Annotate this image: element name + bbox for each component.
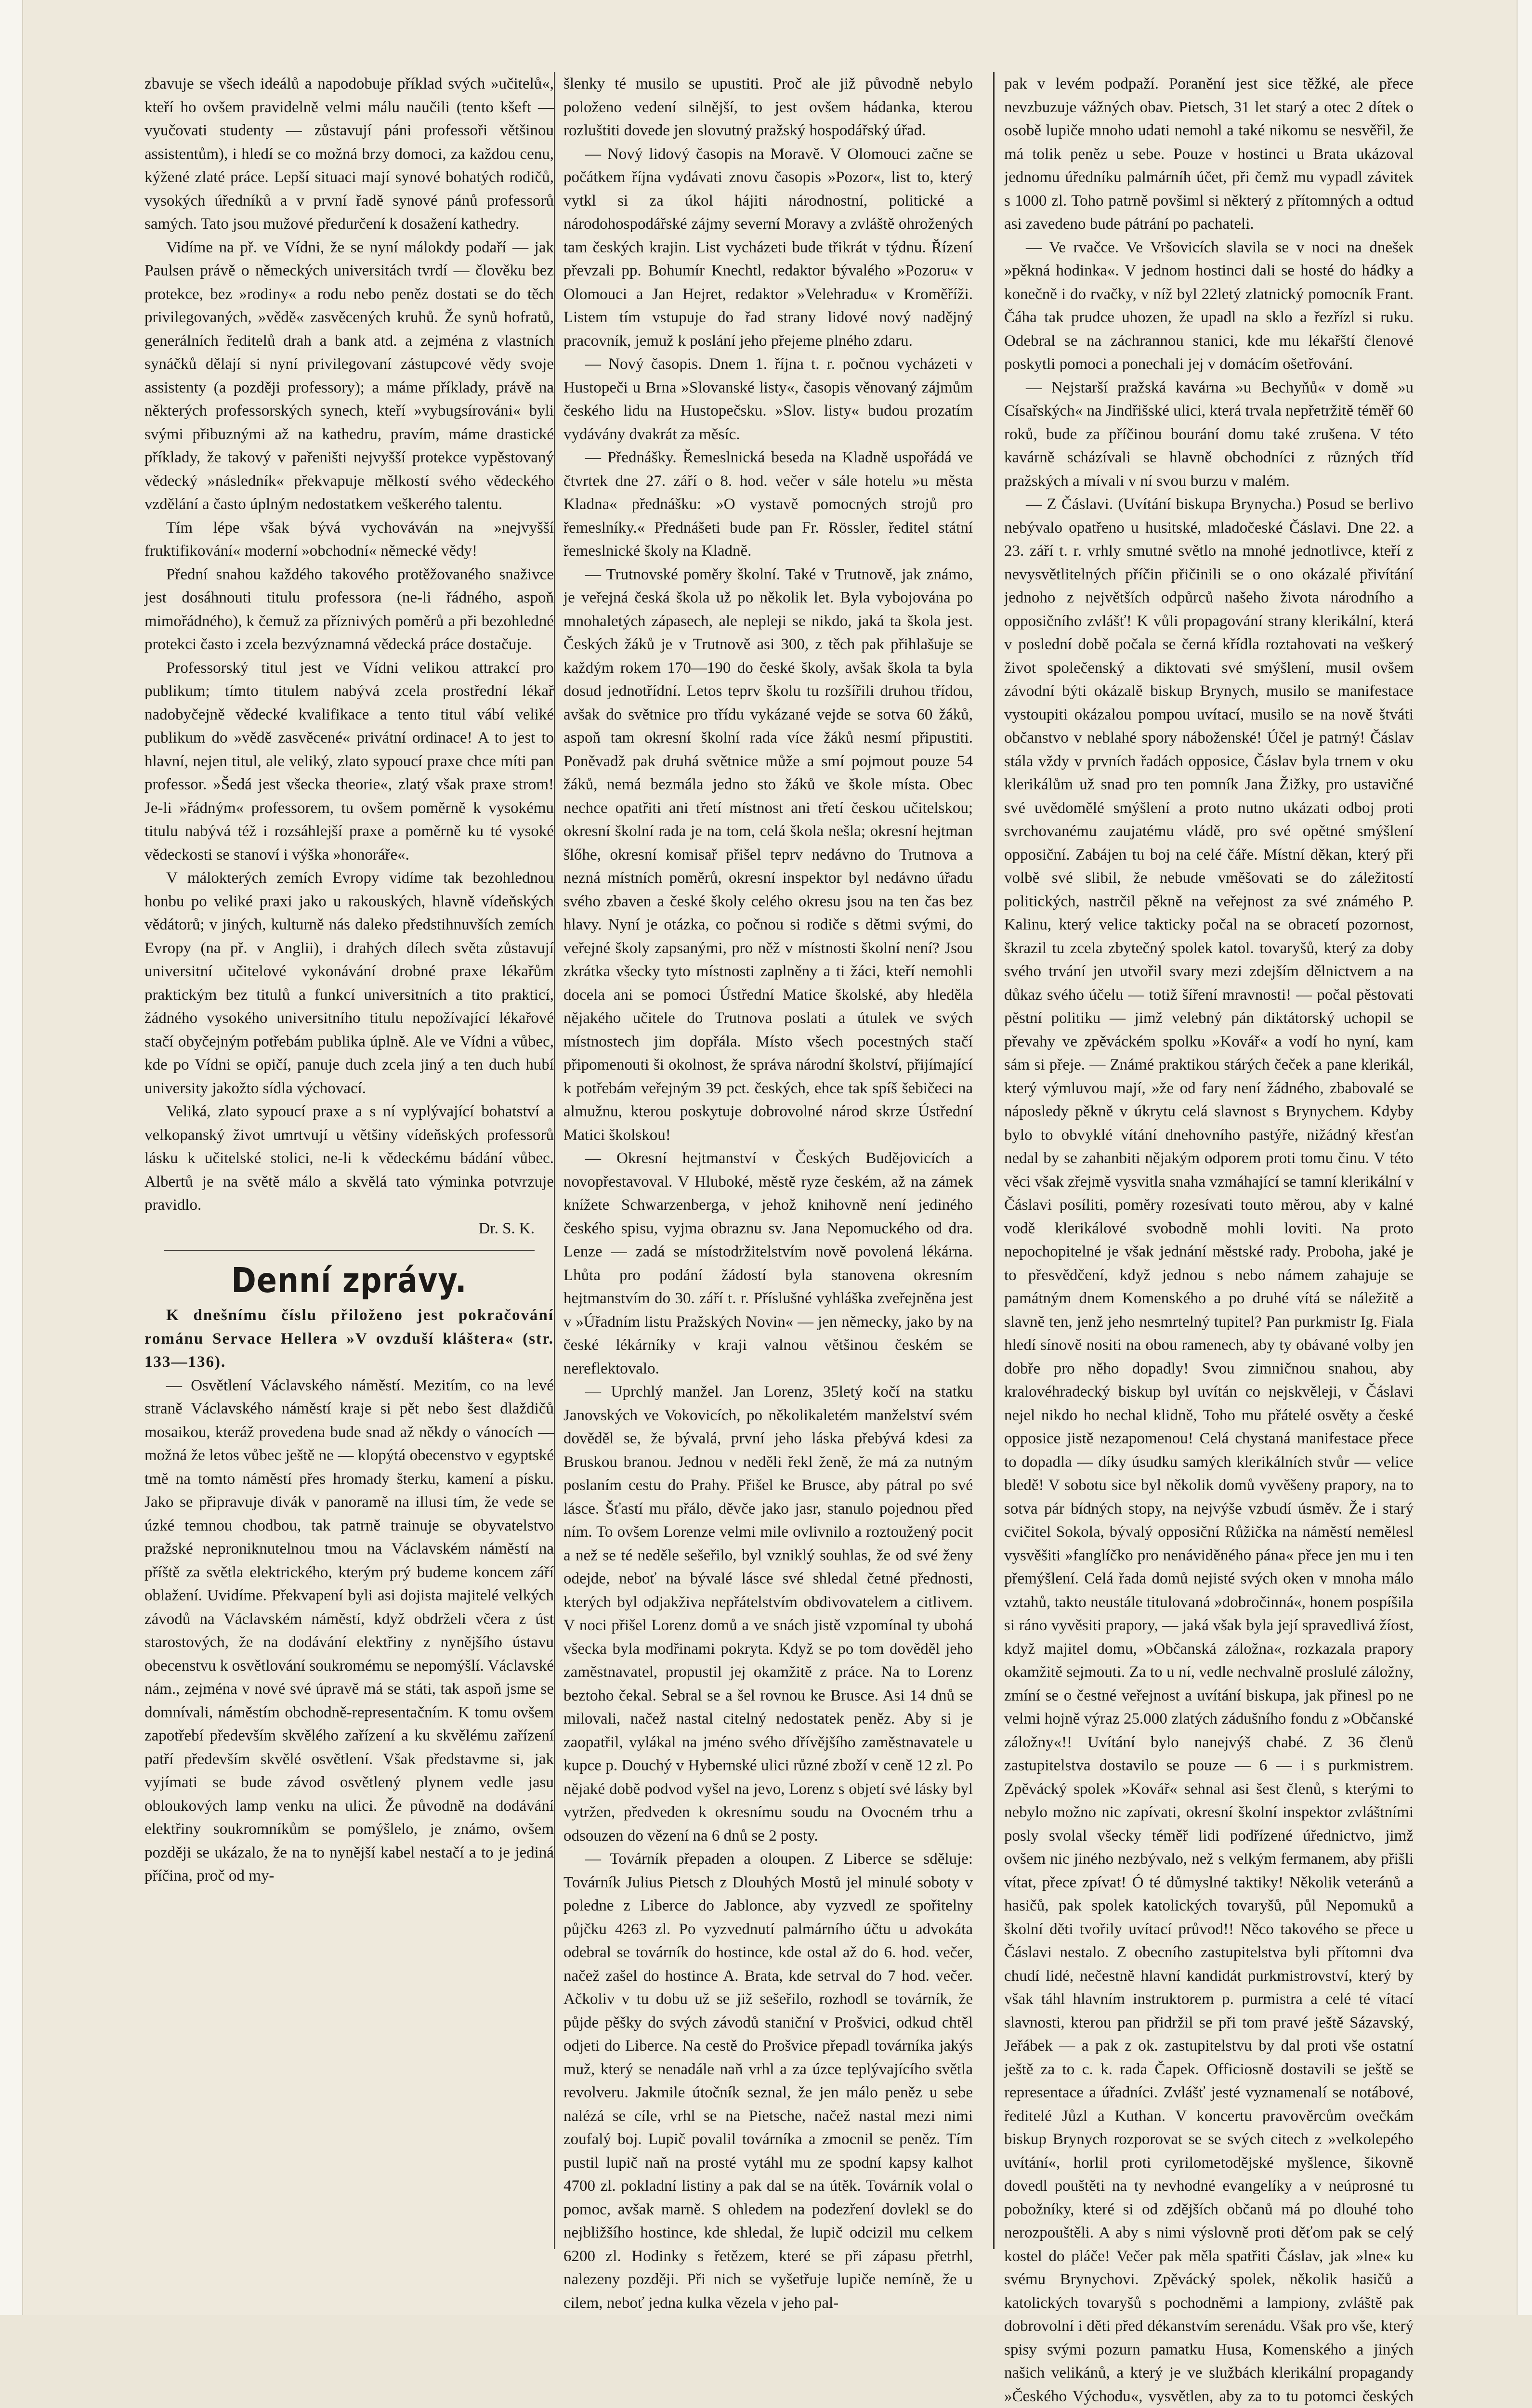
news-item: K dnešnímu číslu přiloženo jest pokračování románu Servace Hellera »V ovzduší kláštera« (str. 133—136). — [144, 1307, 554, 1371]
news-item: — Osvětlení Václavského náměstí. Mezitím, co na levé straně Václavského náměstí kraje si pět nebo šest dlaždičů mosaikou, kteráž provedena bude snad až někdy o vánocích — možná že letos vůbec ještě ne — klopýtá obecenstvo v egyptské tmě na tomto náměstí přes hromady šterku, kamení a písku. Jako se připravuje divák v panoramě na illusi tím, že vede se úzké temnou chodbou, tak patrně trainuje se obyvatelstvo pražské neproniknutelnou tmou na Václavském náměstí na příště za světla elektrického, kterým prý budeme koncem září oblažení. Uvidíme. Překvapení byli asi dojista majitelé velkých závodů na Václavském náměstí, když obdrželi včera z úst starostových, že na dodávání elektřiny z nynějšího ústavu obecenstvu k osvětlování soukromému se nepomýšlí. Václavské nám., zejména v nové své úpravě má se státi, tak aspoň jsme se domnívali, náměstím obchodně-representačním. K tomu ovšem zapotřebí především skvělého zařízení a ku skvělému zařízení patří především skvělé osvětlení. Však představme si, jak vyjímati se bude závod osvětlený plynem vedle jasu obloukových lamp venku na ulici. Že původně na dodávání elektřiny soukromníkům se pomýšlelo, je známo, ovšem později se ukázalo, že na to nynější kabel nestačí a to je jediná příčina, proč od my- — [144, 1376, 554, 1885]
article-paragraph: V málokterých zemích Evropy vidíme tak bezohlednou honbu po veliké praxi jako u rakouských, hlavně vídeňských vědátorů; v jiných, kulturně nás daleko předstihnuvších zemích Evropy (na př. v Anglii), i drahých dílech světa zůstavují universitní učitelové vykonávání drobné praxe lékařům praktickým bez titulů a funkcí universitních a tito prakticí, žádného vysokého universitního titulu nepožívající lékařové stačí obyčejným potřebám publika úplně. Ale ve Vídni a vůbec, kde po Vídni se opičí, panuje duch zcela jiný a ten duch hubí university jakožto sídla výchovací. — [144, 869, 554, 1097]
news-item: — Trutnovské poměry školní. Také v Trutnově, jak známo, je veřejná česká škola už po několik let. Byla vybojována po mnohaletých zápasech, ale nepleji se nikdo, jaká ta škola jest. Českých žáků je v Trutnově asi 300, z těch pak přihlašuje se každým rokem 170—190 do české školy, avšak škola ta byla dosud jednotřídní. Letos teprv školu tu rozšířili druhou třídou, avšak do světnice pro třídu vykázané vejde se sotva 60 žáků, aspoň tam okresní školní rada více žáků nesmí připustiti. Poněvadž pak druhá světnice může a smí pojmout pouze 54 žáků, nemá bezmála jedno sto žáků ve škole místa. Obec nechce opatřiti ani třetí místnost ani třetí českou učitelskou; okresní školní rada je na tom, celá škola nešla; okresní hejtman šlőhe, okresní komisař přišel teprv nedávno do Trutnova a nezná místních poměrů, okresní inspektor byl nedávno úřadu svého zbaven a české školy celého okresu jsou na ten čas bez hlavy. Nyní je otázka, co počnou si rodiče s dětmi svými, do veřejné školy zapsanými, pro něž v místnosti školní není? Jsou zkrátka všecky tyto místnosti zaplněny a ti žáci, kteří nemohli docela ani se pomoci Ústřední Matice školské, aby hleděla nějakého učitele do Trutnova poslati a útulek ve svých místnostech jim dopřála. Místo všech pocestných stačí připomenouti ši okolnost, že správa národní školství, přijímající k potřebám veřejným 39 pct. českých, ehce tak spíš šebičeci na almužnu, kterou poskytuje dobrovolné národ skrze Ústřední Matici školskou! — [563, 565, 973, 1144]
article-paragraph: pak v levém podpaží. Poranění jest sice těžké, ale přece nevzbuzuje vážných obav. Pietsch, 31 let starý a otec 2 dítek o osobě lupiče mnoho udati nemohl a také nikomu se nesvěřil, že má tolik peněz u sebe. Pouze v hostinci u Brata ukázoval jednomu úředníku palmárníh účet, při čemž mu vypadl závitek s 1000 zl. Toho patrně povšiml si některý z přítomných a odtud asi zavedeno bude pátrání po pachateli. — [1004, 75, 1414, 233]
news-item: — Okresní hejtmanství v Českých Budějovicích a novopřestavoval. V Hluboké, městě ryze českém, až na zámek knížete Schwarzenberga, v jehož knihovně není jediného českého spisu, vyjma obraznu sv. Jana Nepomuckého od dra. Lenze — zadá se místodržitelstvím nově povolená lékárna. Lhůta pro podání žádostí byla stanovena okresním hejtmanstvím do 30. září t. r. Příslušné vyhláška zveřejněna jest v »Úřadním listu Pražských Novin« — jen německy, jako by na české lékárníky v kraji valnou většinou českém se nereflektovalo. — [563, 1150, 973, 1377]
news-item: — Uprchlý manžel. Jan Lorenz, 35letý kočí na statku Janovských ve Vokovicích, po několikaletém manželství svém dověděl se, že bývalá, první jeho láska přebývá kdesi za Bruskou branou. Jednou v neděli řekl ženě, že má za nutným poslaním cestu do Prahy. Přišel ke Brusce, aby pátral po své lásce. Šťastí mu přálo, děvče jako jasr, stanulo pojednou před ním. To ovšem Lorenze velmi mile ovlivnilo a roztoužený pocit a než se té neděle sešeřilo, byl vzniklý souhlas, že od své ženy odejde, neboť na bývalé lásce své shledal četné přednosti, kterých byl odjakživa nepřátelstvím obdivovatelem a citlivem. V noci přišel Lorenz domů a ve snách jistě vzpomínal ty ubohá všecka byla modřinami pokryta. Když se po tom dověděl jeho zaměstnavatel, propustil jej okamžitě z práce. Na to Lorenz beztoho čekal. Sebral se a šel rovnou ke Brusce. Asi 14 dnů se milovali, načež nastal citelný nedostatek peněz. Aby si je zaopatřil, vylákal na jméno svého dřívějšího zaměstnavatele u kupce p. Douchý v Hybernské ulici různé zboží v ceně 12 zl. Po nějaké době podvod vyšel na jevo, Lorenz s objetí své lásky byl vytržen, předveden k okresnímu soudu na Ovocném trhu a odsouzen do vězení na 6 dnů se 2 posty. — [563, 1383, 973, 1845]
news-item: — Nový časopis. Dnem 1. října t. r. počnou vycházeti v Hustopeči u Brna »Slovanské listy«, časopis věnovaný zájmům českého lidu na Hustopečsku. »Slov. listy« budou prozatím vydávány dvakrát za měsíc. — [563, 355, 973, 443]
news-item: — Z Čáslavi. (Uvítání biskupa Brynycha.) Posud se berlivo nebývalo opatřeno u husitské, mladočeské Čáslavi. Dne 22. a 23. září t. r. vrhly smutné světlo na mnohé jednotlivce, kteří z nevysvětlitelných příčin přičinili se o ono okázalé přivítání jednoho z největších odpůrců našeho života národního a opposičního zvlášť! K vůli propagování strany klerikální, která v poslední době počala se černá křídla roztahovati na veškerý život společenský a diktovati své smýšlení, musil ovšem závodní býti okázalě biskup Brynych, musilo se manifestace vystoupiti okázalou pompou uvítací, musilo se na nově štváti občanstvo v neblahé spory náboženské! Účel je patrný! Čáslav stála vždy v prvních řadách opposice, Čáslav byla trnem v oku klerikálům už snad pro ten pomník Jana Žižky, pro ustavičné své uvědomělé smýšlení a proto nutno ukázati odboj proti svrchovanému zaujatému vládě, pro své opětné smýšlení opposiční. Zabájen tu boj na celé čáře. Místní děkan, který při volbě své slibil, že nebude vměšovati se do záležitostí politických, nastrčil pěkně na veřejnost za své známého P. Kalinu, který velice takticky počal na se obracetí pozornost, škrazil tu zcela zbytečný spolek katol. tovaryšů, který za doby svého trvání jen utvořil svary mezi zdejším dělnictvem a na důkaz svého účelu — totiž šíření mravnosti! — počal pěstovati pěstní politiku — jimž velebný pán diktátorský uchopil se převahy ve zpěváckém spolku »Kovář« a vodí ho nyní, kam sám si přeje. — Známé praktikou stárých čeček a pane klerikál, který výmluvou mají, »že od fary není žádného, zbabovalé se náposledy pěkně v úkrytu celá slavnost s Brynychem. Kdyby bylo to obvyklé vítání dnehovního pastýře, nižádný křesťan nedal by se zahanbiti nějakým odporem proti tomu činu. V této věci však zřejmě vysvitla snaha vzmáhající se tamní klerikální v Čáslavi posíliti, poměry rozesívati touto měrou, aby v kalné vodě klerikálové svobodně mohli loviti. Na proto nepochopitelné je však jednání městské rady. Proboha, jaké je to přesvědčení, když jednou s nebo námem zahajuje se památným dnem Komenského a po druhé vítá se náležitě a slavně ten, jenž jeho nesmrtelný tupitel? Pan purkmistr Ig. Fiala hledí sínově nositi na obou ramenech, aby ty obávané volby jen dobře pro něho dopadly! Svou zimničnou snahou, aby kralovéhradecký biskup byl uvítán co nejskvěleji, v Čáslavi nejel nikdo ho nechal klidně, Toho mu přátelé osvěty a české opposice jistě nezapomenou! Celá chystaná manifestace přece to dopadla — díky úsudku samých klerikálních stvůr — velice bledě! V sobotu sice byl několik domů vyvěšeny prapory, na to sotva pár bídných stopy, na nejvýše vzbudí úsměv. Že i starý cvičitel Sokola, bývalý opposiční Růžička na náměstí nemělesl vysvěšiti »fanglíčko pro nenáviděného pána« přece jen mu i ten přemýšlení. Celá řada domů nejisté svých oken v mnoha málo vztahů, takto neustále titulovaná »dobročinná«, honem pospíšila si ráno vyvěsiti prapory, — jaká však byla její spravedlivá žíost, když majitel domu, »Občanská záložna«, rozkazala prapory okamžitě sejmouti. Za to u ní, vedle nechvalně proslulé záložny, zmíní se o čestné veřejnost a uvítání biskupa, jak přinesl po ne velmi hojně výraz 25.000 zlatých zádušního fondu z »Občanské záložny«!! Uvítání bylo nanejvýš chabé. Z 36 členů zastupitelstva dostavilo se pouze — 6 — i s purkmistrem. Zpěvácký spolek »Kovář« sehnal asi šest členů, s kterými to nebylo možno nic zapívati, okresní školní inspektor zvláštními posly svolal všecky téměř lidi podřízené úřednictvo, jimž ovšem nic jiného nezbývalo, než s velkým fermanem, aby přišli vítat, přece zpívat! Ó té důmyslné taktiky! Několik veteránů a hasičů, pak spolek katolických tovaryšů, půl Nepomuků a školní děti tvořily uvítací průvod!! Něco takového se přece u Čáslavi nestalo. Z obecního zastupitelstva byli přítomni dva chudí lidé, nečestně hlavní kandidát purkmistrovství, který by však táhl hlavním instruktorem p. purmistra a celé té vítací slavnosti, kterou pan přidržil se při tom pravé ještě Sázavský, Jeřábek — a pak z ok. zastupitelstvu by dal proti vše ostatní ještě za to c. k. rada Čapek. Officiosně dostavili se ještě se representace a úřadníci. Zvlášť jesté vyznamenalí se notábové, ředitelé Jůzl a Kuthan. V koncertu pravověrcům ovečkám biskup Brynych rozporovat se se svých citech z »velkolepého uvítání«, horlil proti cyrilometodějské myšlence, šikovně dovedl pouštěti na ty nevhodné evangelíky a v neúprosné tu pobožníky, které si od zdějších občanů má po dlouhé toho nerozpouštěli. A aby s nimi výslovně proti děťom pak se celý kostel do pláče! Večer pak měla spatřiti Čáslav, jak »lne« ku svému Brynychovi. Zpěvácký spolek, několik hasičů a katolických tovaryšů s pochodněmi a lampiony, zvláště pak dobrovolní i děti před dékanstvím serenádu. Však pro vše, který spisy svými pozurn pamatku Husa, Komenského a jiných našich velikánů, a který je ve službách klerikální propagandy »Českého Východu«, vysvětlen, aby za to tu potomci českých — [1004, 496, 1414, 2405]
news-item: — Nový lidový časopis na Moravě. V Olomouci začne se počátkem října vydávati znovu časopis »Pozor«, list to, který vytkl si za úkol hájiti národnostní, politické a národohospodářské zájmy severní Moravy a zvláště ohrožených tam českých krajin. List vycházeti bude třikrát v týdnu. Řízení převzali pp. Bohumír Knechtl, redaktor bývalého »Pozoru« v Olomouci a Jan Hejret, redaktor »Velehradu« v Kroměříži. Listem tím vstupuje do řad strany lidové nový nadějný pracovník, jemuž k poslání jeho přejeme plného zdaru. — [563, 145, 973, 350]
article-paragraph: šlenky té musilo se upustiti. Proč ale již původně nebylo položeno vedení silnější, to jest ovšem hádanka, kterou rozluštiti dovede jen slovutný pražský hospodářský úřad. — [563, 75, 973, 139]
column-3 — [1004, 72, 1414, 2405]
news-item: — Přednášky. Řemeslnická beseda na Kladně uspořádá ve čtvrtek dne 27. září o 8. hod. večer v sále hotelu »u města Kladna« přednášku: »O vystavě pomocných strojů pro řemeslníky.« Přednášeti bude pan Fr. Rössler, ředitel státní řemeslnické školy na Kladně. — [563, 449, 973, 560]
column-divider-1 — [554, 72, 555, 2249]
article-signature: Dr. S. K. — [478, 1219, 535, 1237]
page-left-margin — [0, 0, 23, 2315]
news-item: — Ve rvačce. Ve Vršovicích slavila se v noci na dnešek »pěkná hodinka«. V jednom hostinci dali se hosté do hádky a konečně i do rvačky, v níž byl 22letý zlatnický pomocník Frant. Čáha tak prudce uhozen, že upadl na sklo a řezřízl si ruku. Odebral se na záchrannou stanici, kde mu lékařští členové poskytli pomoci a ponechali jej v domácím ošetřování. — [1004, 238, 1414, 373]
news-item: — Továrník přepaden a oloupen. Z Liberce se sděluje: Továrník Julius Pietsch z Dlouhých Mostů jel minulé soboty v poledne z Liberce do Jablonce, aby vyzvedl ze spořitelny půjčku 4263 zl. Po vyzvednutí palmárního účtu u advokáta odebral se továrník do hostince, kde ostal až do 6. hod. večer, načež zašel do hostince A. Brata, kde setrval do 7 hod. večer. Ačkoliv v tu dobu už se již sešeřilo, rozhodl se továrník, že půjde pěšky do svých závodů staniční v Prošvici, odkud chtěl odjeti do Liberce. Na cestě do Prošvice přepadl továrníka jakýs muž, který se nenadále naň vrhl a za úzce teplývajícího světla revolveru. Jakmile útočník seznal, že jen málo peněz u sebe nalézá se cíle, vrhl se na Pietsche, načež nastal mezi nimi zoufalý boj. Lupič povalil továrníka a zmocnil se peněz. Tím pustil lupič naň na prosté vytáhl mu ze spodní kapsy kalhot 4700 zl. pokladní listiny a pak dal se na útěk. Továrník volal o pomoc, avšak marně. S ohledem na podezření dovlekl se do nejbližšího hostince, kde shledal, že lupič odcizil mu celkem 6200 zl. Hodinky s řetězem, které se při zápasu přetrhl, nalezeny později. Při nich se vyšetřuje lupiče nemíně, že u cilem, neboť jedna kulka vězela v jeho pal- — [563, 1850, 973, 2312]
column-1 — [144, 72, 554, 2239]
article-paragraph: Professorský titul jest ve Vídni velikou attrakcí pro publikum; tímto titulem nabývá zcela prostřední lékař nadobyčejně vědecké kvalifikace a tento titul vábí veliké publikum do »vědě zasvěcené« privátní ordinace! A to jest to hlavní, nejen titul, ale veliký, zlato sypoucí praxe chce míti pan professor. »Šedá jest všecka theorie«, zlatý však praxe strom! Je-li »řádným« professorem, tu ovšem poměrně k vysokému titulu nabývá též i rozsáhlejší praxe a poměrně ku té vysoké vědeckosti se stanoví i výška »honoráře«. — [144, 659, 554, 864]
column-divider-2 — [993, 72, 995, 2249]
article-paragraph: Veliká, zlato sypoucí praxe a s ní vyplývající bohatství a velkopanský život umrtvují u většiny vídeňských professorů lásku k učitelské stolici, ne-li k vědeckému bádání vůbec. Albertů je na světě málo a skvělá tato výminka potvrzuje pravidlo. — [144, 1103, 554, 1214]
section-divider — [164, 1250, 535, 1251]
section-heading: Denní zprávy. — [231, 1260, 467, 1301]
news-item: — Nejstarší pražská kavárna »u Bechyňů« v domě »u Císařských« na Jindřišské ulici, která trvala nepřetržitě téměř 60 roků, bude za příčinou bourání domu také zrušena. V této kavárně scházívali se hlavně obchodníci z různých tříd pražských a mívali v ní svou burzu v malém. — [1004, 379, 1414, 490]
article-paragraph: Přední snahou každého takového protěžovaného snaživce jest dosáhnouti titulu professora (ne-li řádného, aspoň mimořádného), k čemuž za příznivých poměrů a při bezohledné protekci často i zcela bezvýznamná vědecká práce dostačuje. — [144, 565, 554, 653]
article-paragraph: Vidíme na př. ve Vídni, že se nyní málokdy podaří — jak Paulsen právě o německých universitách tvrdí — člověku bez protekce, bez »rodiny« a rodu nebo peněz dostati se do těch privilegovaných, »vědě« zasvěcených kruhů. Že synů hofratů, generálních ředitelů drah a bank atd. a zejména z vlastních synáčků dělají si nyní privilegovaní zástupcové vědy svoje assistenty (a později professory); a máme příklady, právě na některých professorských synech, kteří »vybugsírováni« byli svými přibuznými až na kathedru, pravím, máme drastické příklady, že takový v pařeništi nejvyšší protekce vypěstovaný vědecký »následník« překvapuje mělkostí svého vědeckého vzdělání a často úplným nedostatkem veškerého talentu. — [144, 238, 554, 513]
article-paragraph: Tím lépe však bývá vychováván na »nejvyšší fruktifikování« moderní »obchodní« německé vědy! — [144, 519, 554, 560]
column-2 — [563, 72, 973, 2312]
page-right-margin — [1517, 0, 1532, 2315]
article-paragraph: zbavuje se všech ideálů a napodobuje příklad svých »učitelů«, kteří ho ovšem pravidelně velmi málu naučili (tento kšeft — vyučovati studenty — zůstavují páni professoři většinou assistentům), i hledí se co možná brzy domoci, za každou cenu, kýžené zlaté práce. Lepší situaci mají synové bohatých rodičů, vysokých úředníků a v první řadě synové pánů professorů samých. Tato jsou mužové předurčení k dosažení kathedry. — [144, 75, 554, 233]
